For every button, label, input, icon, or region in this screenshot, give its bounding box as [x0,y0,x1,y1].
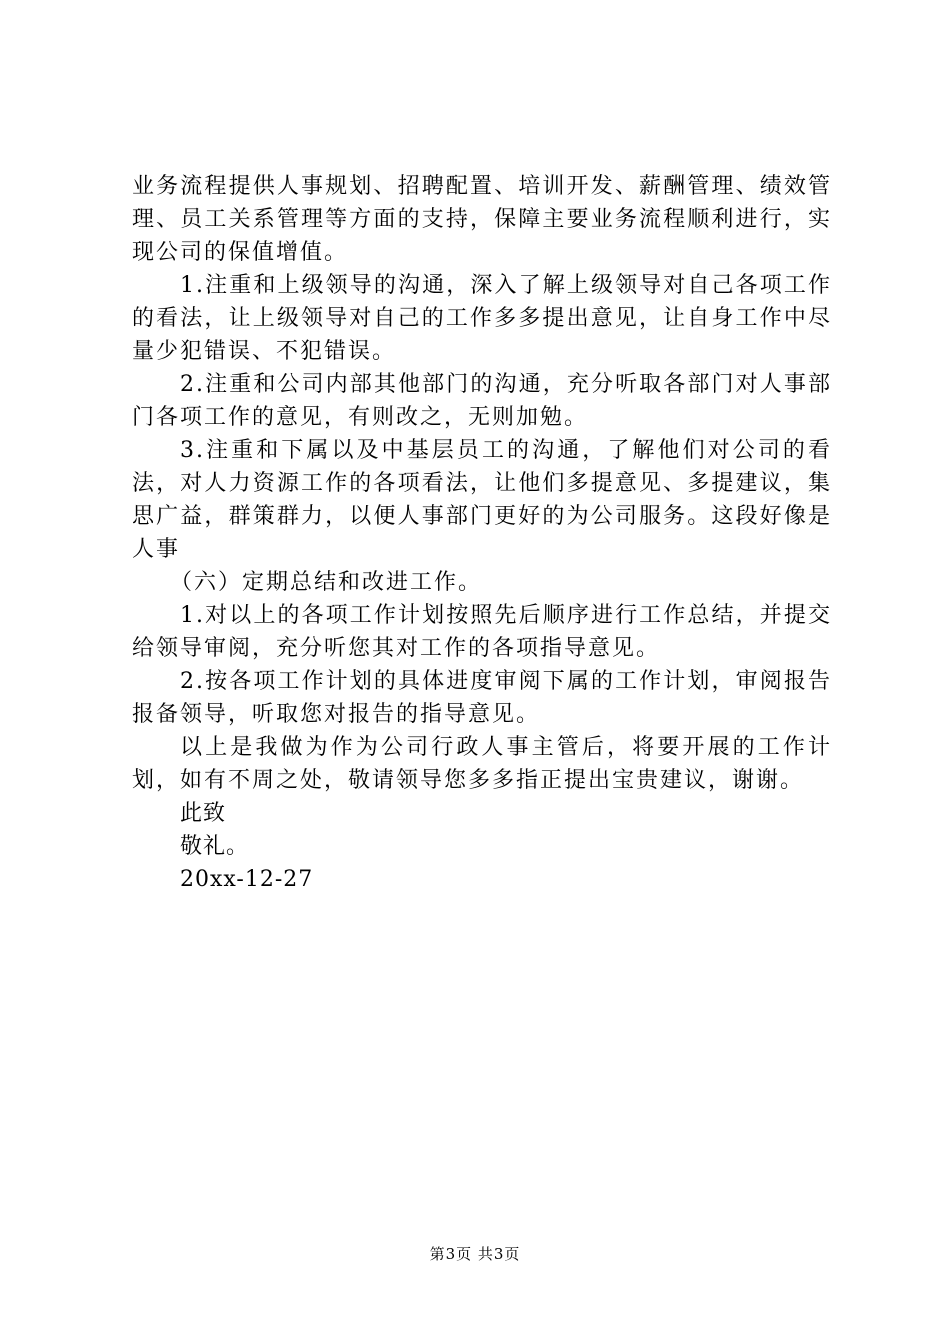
paragraph-item-2: 2.注重和公司内部其他部门的沟通，充分听取各部门对人事部门各项工作的意见，有则改之，无则加勉。 [132,372,832,430]
paragraph-item-3: 3.注重和下属以及中基层员工的沟通，了解他们对公司的看法，对人力资源工作的各项看法，让他们多提意见、多提建议，集思广益，群策群力，以便人事部门更好的为公司服务。这段好像是人事 [132,438,832,562]
closing-date: 20xx-12-27 [180,867,314,892]
closing-salutation: 此致 [180,801,227,826]
document-body [132,170,832,896]
page-footer [0,1244,950,1264]
paragraph-conclusion: 以上是我做为作为公司行政人事主管后，将要开展的工作计划，如有不周之处，敬请领导您多多指正提出宝贵建议，谢谢。 [132,735,832,793]
paragraph-summary-2: 2.按各项工作计划的具体进度审阅下属的工作计划，审阅报告报备领导，听取您对报告的指导意见。 [132,669,832,727]
page-number-label: 第3页 共3页 [429,1245,521,1263]
closing-regards: 敬礼。 [180,834,250,859]
paragraph-summary-1: 1.对以上的各项工作计划按照先后顺序进行工作总结，并提交给领导审阅，充分听您其对工作的各项指导意见。 [132,603,832,661]
section-heading-six: （六）定期总结和改进工作。 [170,570,483,595]
paragraph-intro: 业务流程提供人事规划、招聘配置、培训开发、薪酬管理、绩效管理、员工关系管理等方面的支持，保障主要业务流程顺利进行，实现公司的保值增值。 [132,174,832,265]
paragraph-item-1: 1.注重和上级领导的沟通，深入了解上级领导对自己各项工作的看法，让上级领导对自己的工作多多提出意见，让自身工作中尽量少犯错误、不犯错误。 [132,273,832,364]
